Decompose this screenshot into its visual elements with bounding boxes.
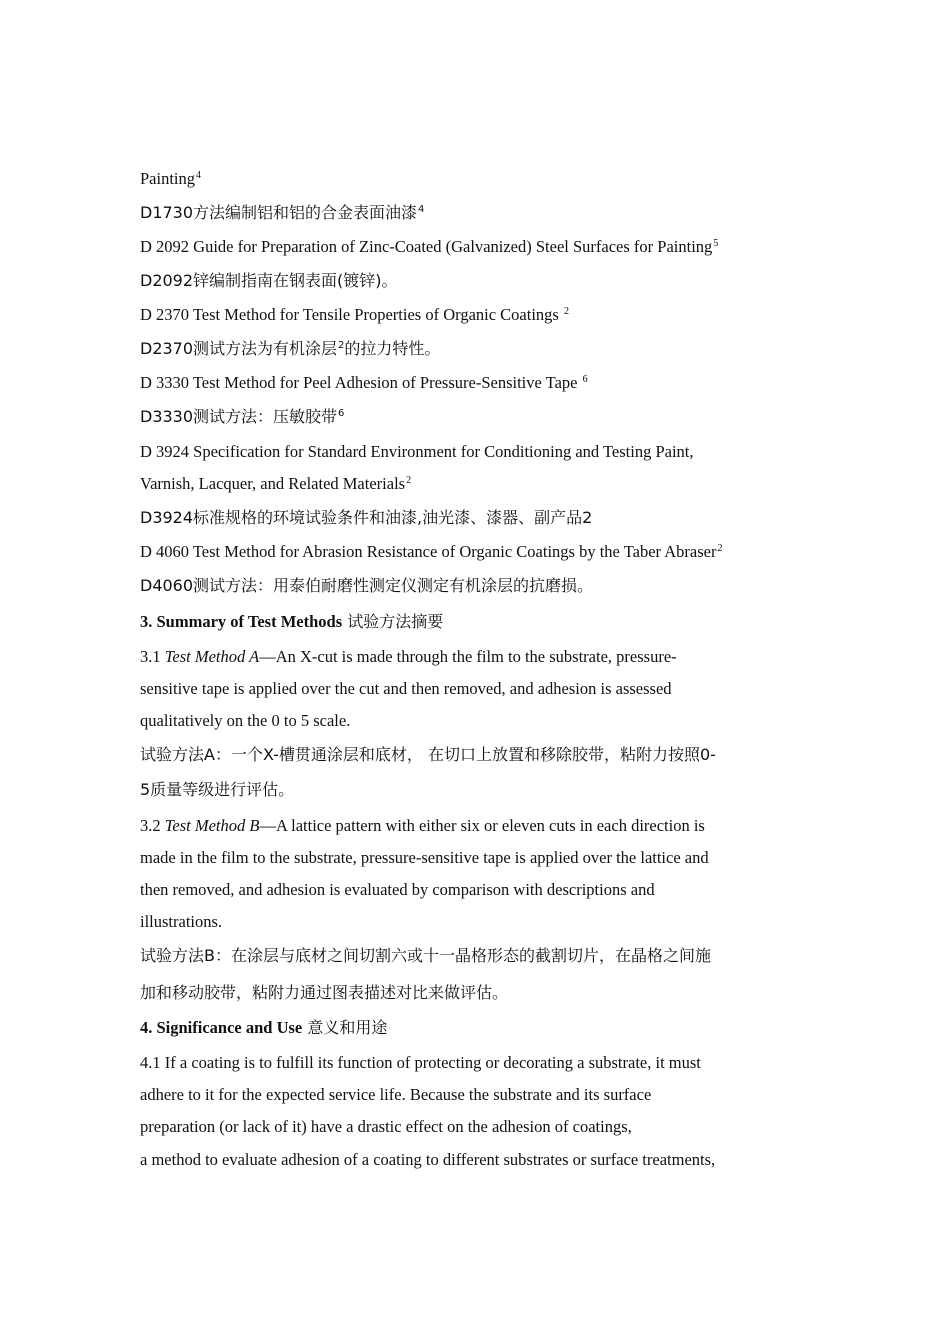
footnote-marker: 6: [582, 373, 588, 385]
para-number: 3.1: [140, 647, 165, 666]
footnote-marker: 4: [418, 203, 425, 215]
heading-en: 3. Summary of Test Methods: [140, 612, 343, 631]
ref-d3924-line1: D 3924 Specification for Standard Environment for Conditioning and Testing Paint,: [140, 442, 694, 461]
ref-text: 的拉力特性。: [344, 339, 441, 358]
ref-d3924-zh: D3924标准规格的环境试验条件和油漆,油光漆、漆器、副产品2: [140, 508, 593, 527]
footnote-marker: 2: [406, 474, 412, 486]
para-3-2-line4: illustrations.: [140, 912, 223, 931]
para-3-2-zh-line2: 加和移动胶带，粘附力通过图表描述对比来做评估。: [140, 983, 509, 1002]
ref-text: D 4060 Test Method for Abrasion Resistance of Organic Coatings by the Taber Abraser: [140, 542, 717, 561]
ref-text: D2370测试方法为有机涂层: [140, 339, 338, 358]
para-3-1-line2: sensitive tape is applied over the cut and then removed, and adhesion is assessed: [140, 679, 672, 698]
para-3-1-zh-line2: 5质量等级进行评估。: [140, 780, 295, 799]
para-3-1-line3: qualitatively on the 0 to 5 scale.: [140, 711, 351, 730]
ref-d2092: [140, 237, 718, 257]
para-4-1-line1: 4.1 If a coating is to fulfill its function of protecting or decorating a substrate, it must: [140, 1053, 701, 1072]
method-name: Test Method A: [164, 647, 260, 666]
footnote-marker: 2: [563, 305, 569, 317]
section-4-heading: [140, 1018, 387, 1038]
para-3-2-zh-line1: 试验方法B：在涂层与底材之间切割六或十一晶格形态的截割切片，在晶格之间施: [140, 946, 711, 965]
ref-d2092-zh: D2092锌编制指南在钢表面(镀锌)。: [140, 271, 398, 290]
ref-text: D 3330 Test Method for Peel Adhesion of Pressure-Sensitive Tape: [140, 373, 578, 392]
para-3-1-zh-line1: 试验方法A：一个X-槽贯通涂层和底材， 在切口上放置和移除胶带，粘附力按照0-: [140, 745, 716, 764]
ref-text: Painting: [140, 169, 196, 188]
ref-text: D 2092 Guide for Preparation of Zinc-Coated (Galvanized) Steel Surfaces for Painting: [140, 237, 713, 256]
ref-d1730-zh: [140, 203, 424, 223]
para-number: 3.2: [140, 816, 165, 835]
heading-zh: 试验方法摘要: [342, 612, 444, 631]
para-text: —A lattice pattern with either six or eleven cuts in each direction is: [259, 816, 705, 835]
ref-d2370: [140, 305, 569, 325]
heading-zh: 意义和用途: [302, 1018, 388, 1037]
para-text: —An X-cut is made through the film to the substrate, pressure-: [259, 647, 677, 666]
ref-d3924-line2: [140, 474, 411, 494]
ref-text: D1730方法编制铝和铝的合金表面油漆: [140, 203, 418, 222]
ref-text: D 2370 Test Method for Tensile Properties of Organic Coatings: [140, 305, 559, 324]
para-3-2-line2: made in the film to the substrate, pressure-sensitive tape is applied over the lattice and: [140, 848, 709, 867]
ref-d2370-zh: [140, 339, 440, 359]
para-3-1-line1: [140, 647, 677, 667]
footnote-marker: 5: [713, 237, 719, 249]
footnote-marker: 2: [338, 339, 345, 351]
para-4-1-line3: preparation (or lack of it) have a drastic effect on the adhesion of coatings,: [140, 1117, 632, 1136]
ref-d4060-zh: D4060测试方法：用泰伯耐磨性测定仪测定有机涂层的抗磨损。: [140, 576, 594, 595]
section-3-heading: [140, 612, 443, 632]
ref-d4060: [140, 542, 722, 562]
ref-text: D3330测试方法：压敏胶带: [140, 407, 338, 426]
ref-text: Varnish, Lacquer, and Related Materials: [140, 474, 406, 493]
para-4-1-line2: adhere to it for the expected service life. Because the substrate and its surface: [140, 1085, 652, 1104]
heading-en: 4. Significance and Use: [140, 1018, 303, 1037]
para-4-1-line4: a method to evaluate adhesion of a coating to different substrates or surface treatments,: [140, 1150, 716, 1169]
ref-d3330-zh: [140, 407, 344, 427]
footnote-marker: 4: [196, 169, 202, 181]
para-3-2-line1: [140, 816, 705, 836]
footnote-marker: 6: [338, 407, 345, 419]
footnote-marker: 2: [717, 542, 723, 554]
ref-d1730-tail: [140, 169, 201, 189]
ref-d3330: [140, 373, 588, 393]
para-3-2-line3: then removed, and adhesion is evaluated by comparison with descriptions and: [140, 880, 655, 899]
method-name: Test Method B: [164, 816, 260, 835]
